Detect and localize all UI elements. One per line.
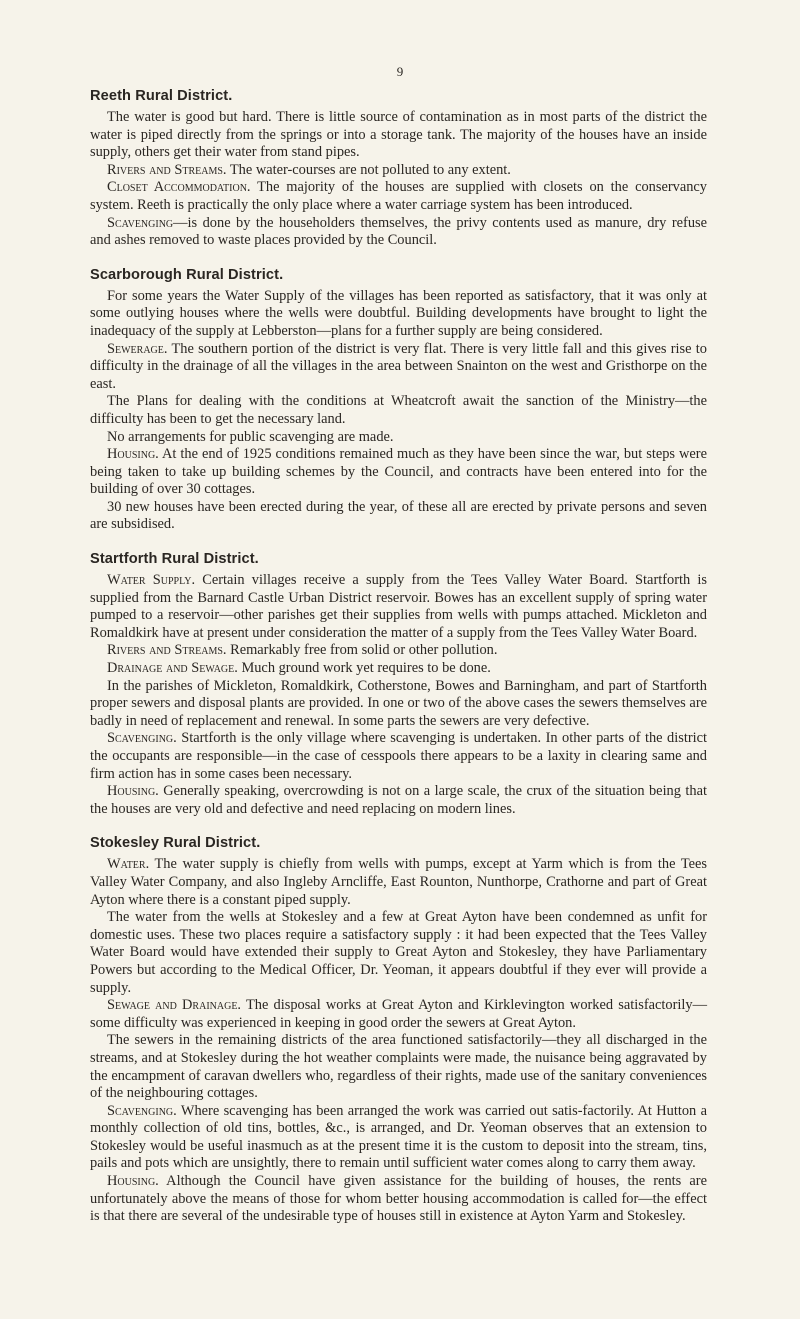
paragraph-lead: Water. <box>107 856 150 873</box>
paragraph-text: The majority of the houses are supplied with closets on the conservancy system. Reeth is practically the only place where a water carriage system has been introduced. <box>90 179 707 213</box>
section <box>90 267 707 534</box>
paragraph <box>90 856 707 909</box>
paragraph-text: For some years the Water Supply of the villages has been reported as satisfactory, that it was only at some outlying houses where the wells were doubtful. Building developments have brought to light the inadequacy of the supply at Lebberston—plans for a further supply are being considered. <box>90 287 707 339</box>
paragraph-lead: Housing. <box>107 1173 159 1190</box>
paragraph-text: The water-courses are not polluted to any extent. <box>226 161 511 178</box>
paragraph-lead: Closet Accommodation. <box>107 179 251 196</box>
section-heading: Startforth Rural District. <box>90 551 259 568</box>
paragraph <box>90 660 707 678</box>
paragraph <box>90 1032 707 1102</box>
paragraph <box>90 162 707 180</box>
paragraph <box>90 429 707 447</box>
paragraph-lead: Scavenging. <box>107 730 177 747</box>
paragraph <box>90 1103 707 1173</box>
paragraph-text: —is done by the householders themselves, the privy contents used as manure, dry refuse and ashes removed to waste places provided by the Council. <box>90 214 707 249</box>
paragraph-lead: Drainage and Sewage. <box>107 660 238 677</box>
paragraph-text: 30 new houses have been erected during the year, of these all are erected by private persons and seven are subsidised. <box>90 498 707 533</box>
section-heading: Scarborough Rural District. <box>90 266 284 283</box>
section-heading: Reeth Rural District. <box>90 88 233 104</box>
section-spacer <box>90 250 707 267</box>
paragraph-text: In the parishes of Mickleton, Romaldkirk, Cotherstone, Bowes and Barningham, and part of Startforth proper sewers and disposal plants are provided. In one or two of the above cases the sewers themselves are badly in need of replacement and renewal. In some parts the sewers are very defective. <box>90 677 707 729</box>
paragraph-lead: Scavenging <box>107 214 174 231</box>
paragraph-text: The southern portion of the district is very flat. There is very little fall and this gives rise to difficulty in the drainage of all the villages in the area between Snainton on the west and Gristhorpe on the east. <box>90 340 707 392</box>
paragraph-text: At the end of 1925 conditions remained much as they have been since the war, but steps were being taken to take up building schemes by the Council, and contracts have been entered into for the building of over 30 cottages. <box>90 446 707 498</box>
paragraph <box>90 109 707 162</box>
paragraph <box>90 179 707 214</box>
paragraph <box>90 909 707 997</box>
paragraph-text: The Plans for dealing with the conditions at Wheatcroft await the sanction of the Ministry—the difficulty has been to get the necessary land. <box>90 393 707 427</box>
paragraph <box>90 997 707 1032</box>
paragraph-lead: Housing. <box>107 446 159 463</box>
page-body <box>90 88 707 1226</box>
section <box>90 88 707 250</box>
paragraph-text: Where scavenging has been arranged the work was carried out satis-factorily. At Hutton a monthly collection of old tins, bottles, &c., is arranged, and Dr. Yeoman observes that an extension to Stokesley would be useful inasmuch as at the present time it is the custom to deposit into the stream, tins, pails and pots which are unsightly, there to remain until sufficient water comes along to carry them away. <box>90 1102 707 1172</box>
paragraph <box>90 499 707 534</box>
paragraph-text: Remarkably free from solid or other pollution. <box>226 642 498 659</box>
paragraph <box>90 678 707 731</box>
paragraph-lead: Housing. <box>107 783 159 800</box>
paragraph-text: The water supply is chiefly from wells with pumps, except at Yarm which is from the Tees Valley Water Company, and also Ingleby Arncliffe, East Rounton, Nunthorpe, Crathorne and part of Great Ayton where there is a constant piped supply. <box>90 856 707 908</box>
paragraph <box>90 730 707 783</box>
paragraph-text: Certain villages receive a supply from the Tees Valley Water Board. Startforth is supplied from the Barnard Castle Urban District reservoir. Bowes has an excellent supply of spring water pumped to a reservoir—other parishes get their supplies from wells with pumps attached. Mickleton and Romaldkirk have at present under consideration the matter of a supply from the Tees Valley Water Board. <box>90 572 707 641</box>
paragraph <box>90 572 707 642</box>
paragraph <box>90 215 707 250</box>
paragraph-text: Startforth is the only village where scavenging is undertaken. In other parts of the district the occupants are responsible—in the case of cesspools there appears to be a laxity in clearing same and firm action has in some cases been necessary. <box>90 730 707 782</box>
paragraph-lead: Rivers and Streams. <box>107 161 227 178</box>
paragraph <box>90 341 707 394</box>
section <box>90 551 707 818</box>
paragraph <box>90 288 707 341</box>
paragraph <box>90 446 707 499</box>
paragraph-lead: Sewage and Drainage. <box>107 997 242 1014</box>
paragraph-text: Much ground work yet requires to be done. <box>237 660 491 677</box>
paragraph-lead: Water Supply. <box>107 572 196 589</box>
page-number: 9 <box>396 64 404 79</box>
paragraph-text: The water is good but hard. There is little source of contamination as in most parts of the district the water is piped directly from the springs or into a storage tank. The majority of the houses have an inside supply, others get their water from stand pipes. <box>90 109 707 161</box>
paragraph <box>90 783 707 818</box>
paragraph-text: Although the Council have given assistance for the building of houses, the rents are unfortunately above the means of those for whom better housing accommodation is called for—the effect is that there are several of the undesirable type of houses still in existence at Ayton Yarm and Stokesley. <box>90 1173 707 1225</box>
paragraph-text: The disposal works at Great Ayton and Kirklevington worked satisfactorily—some difficulty was experienced in keeping in good order the sewers at Great Ayton. <box>90 997 707 1031</box>
paragraph-text: Generally speaking, overcrowding is not on a large scale, the crux of the situation being that the houses are very old and defective and need replacing on modern lines. <box>90 783 707 817</box>
section <box>90 835 707 1225</box>
paragraph-lead: Rivers and Streams. <box>107 642 227 659</box>
section-spacer <box>90 818 707 835</box>
paragraph-lead: Sewerage. <box>107 340 168 357</box>
paragraph-text: No arrangements for public scavenging are made. <box>107 428 394 445</box>
section-spacer <box>90 534 707 551</box>
paragraph-lead: Scavenging. <box>107 1102 177 1119</box>
paragraph-text: The sewers in the remaining districts of the area functioned satisfactorily—they all discharged in the streams, and at Stokesley during the hot weather complaints were made, the nuisance being aggravated by the encampment of caravan dwellers who, regardless of their rights, made use of the sanitary conveniences of the neighbouring cottages. <box>90 1032 707 1102</box>
paragraph-text: The water from the wells at Stokesley and a few at Great Ayton have been condemned as unfit for domestic uses. These two places require a satisfactory supply : it had been expected that the Tees Valley Water Board would have extended their supply to Great Ayton and Stokesley, they have Parliamentary Powers but according to the Medical Officer, Dr. Yeoman, it appears doubtful if they ever will provide a supply. <box>90 909 707 996</box>
section-heading: Stokesley Rural District. <box>90 835 261 852</box>
paragraph <box>90 642 707 660</box>
paragraph <box>90 1173 707 1226</box>
paragraph <box>90 393 707 428</box>
